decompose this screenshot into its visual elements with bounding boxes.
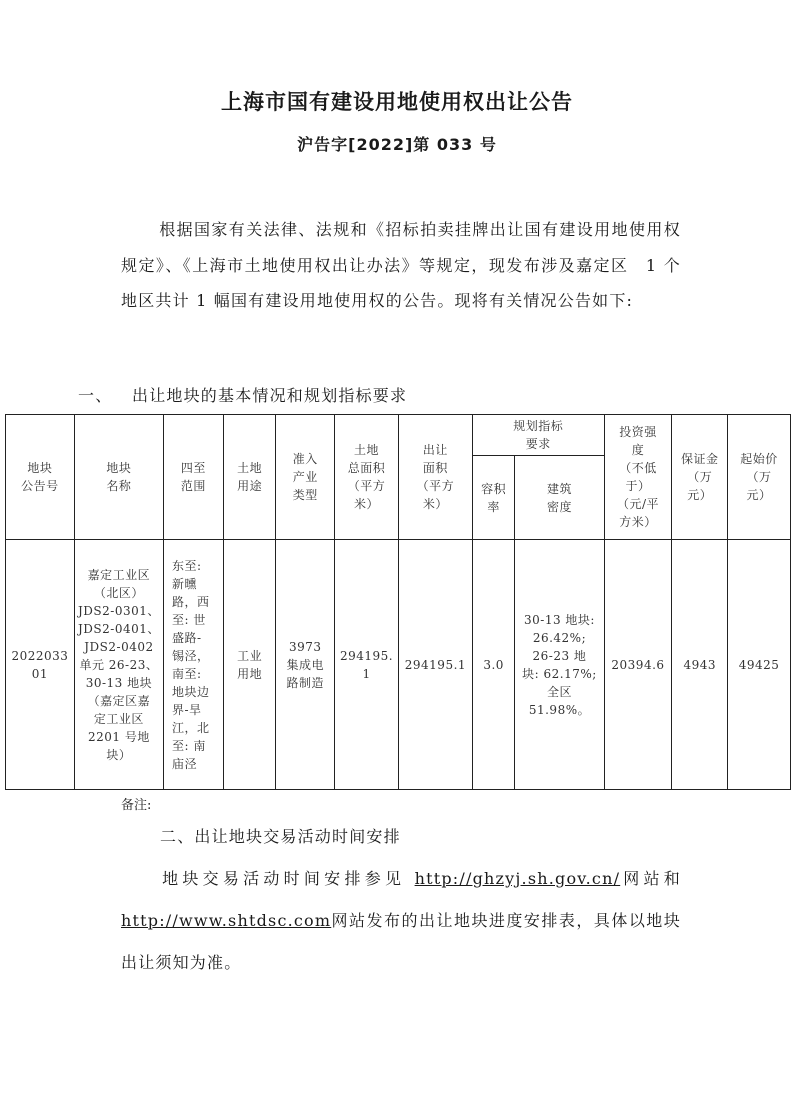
cell-parcel-no: 202203301 [6, 540, 75, 790]
header-transfer-area: 出让 面积 （平方 米） [398, 415, 472, 540]
schedule-text-3: 网站发布的出让地块进度安排表，具体以地块出让须知为准。 [121, 911, 681, 972]
cell-start-price: 49425 [728, 540, 791, 790]
section-1-heading [78, 383, 407, 406]
cell-deposit: 4943 [672, 540, 728, 790]
header-boundary: 四至 范围 [164, 415, 224, 540]
header-deposit: 保证金 （万 元） [672, 415, 728, 540]
cell-investment: 20394.6 [604, 540, 672, 790]
document-title: 上海市国有建设用地使用权出让公告 [221, 90, 573, 114]
cell-boundary: 东至: 新曛 路，西 至: 世 盛路- 锡泾， 南至: 地块边 界-旱 江，北 至: 南 庙泾 [164, 540, 224, 790]
header-land-use: 土地 用途 [223, 415, 276, 540]
header-investment: 投资强 度 （不低 于） （元/平 方米） [604, 415, 672, 540]
cell-far: 3.0 [472, 540, 515, 790]
intro-text: 根据国家有关法律、法规和《招标拍卖挂牌出让国有建设用地使用权规定》、《上海市土地使用权出让办法》等规定，现发布涉及嘉定区 1 个地区共计 1 幅国有建设用地使用权的公告。现将有关情况公告如下: [121, 220, 681, 310]
cell-land-use: 工业 用地 [223, 540, 276, 790]
cell-industry: 3973 集成电 路制造 [276, 540, 335, 790]
header-parcel-no: 地块 公告号 [6, 415, 75, 540]
schedule-text-1: 地块交易活动时间安排参见 [159, 869, 415, 888]
header-total-area: 土地 总面积 （平方 米） [335, 415, 399, 540]
header-industry: 准入 产业 类型 [276, 415, 335, 540]
header-far: 容积 率 [472, 456, 515, 540]
cell-density: 30-13 地块: 26.42%; 26-23 地 块: 62.17%; 全区 51.98%。 [515, 540, 604, 790]
note-label: 备注: [121, 798, 152, 813]
section-1-number: 一、 [78, 386, 113, 405]
parcel-table [5, 414, 791, 790]
header-parcel-name: 地块 名称 [74, 415, 163, 540]
table-row [6, 540, 791, 790]
header-density: 建筑 密度 [515, 456, 604, 540]
shtdsc-link[interactable]: http://www.shtdsc.com [121, 911, 332, 930]
header-start-price: 起始价 （万 元） [728, 415, 791, 540]
header-planning: 规划指标 要求 [472, 415, 604, 456]
section-1-title: 出让地块的基本情况和规划指标要求 [132, 386, 408, 405]
document-number: 沪告字[2022]第 033 号 [297, 135, 497, 154]
cell-transfer-area: 294195.1 [398, 540, 472, 790]
cell-parcel-name: 嘉定工业区 （北区） JDS2-0301、 JDS2-0401、 JDS2-0402 单元 26-23、 30-13 地块 （嘉定区嘉 定工业区 2201 号地 块） [74, 540, 163, 790]
schedule-paragraph [121, 858, 681, 984]
schedule-text-2: 网站和 [620, 869, 681, 888]
section-2-heading: 二、出让地块交易活动时间安排 [160, 827, 401, 846]
ghzyj-link[interactable]: http://ghzyj.sh.gov.cn/ [414, 869, 621, 888]
intro-paragraph [121, 212, 681, 319]
cell-total-area: 294195.1 [335, 540, 399, 790]
